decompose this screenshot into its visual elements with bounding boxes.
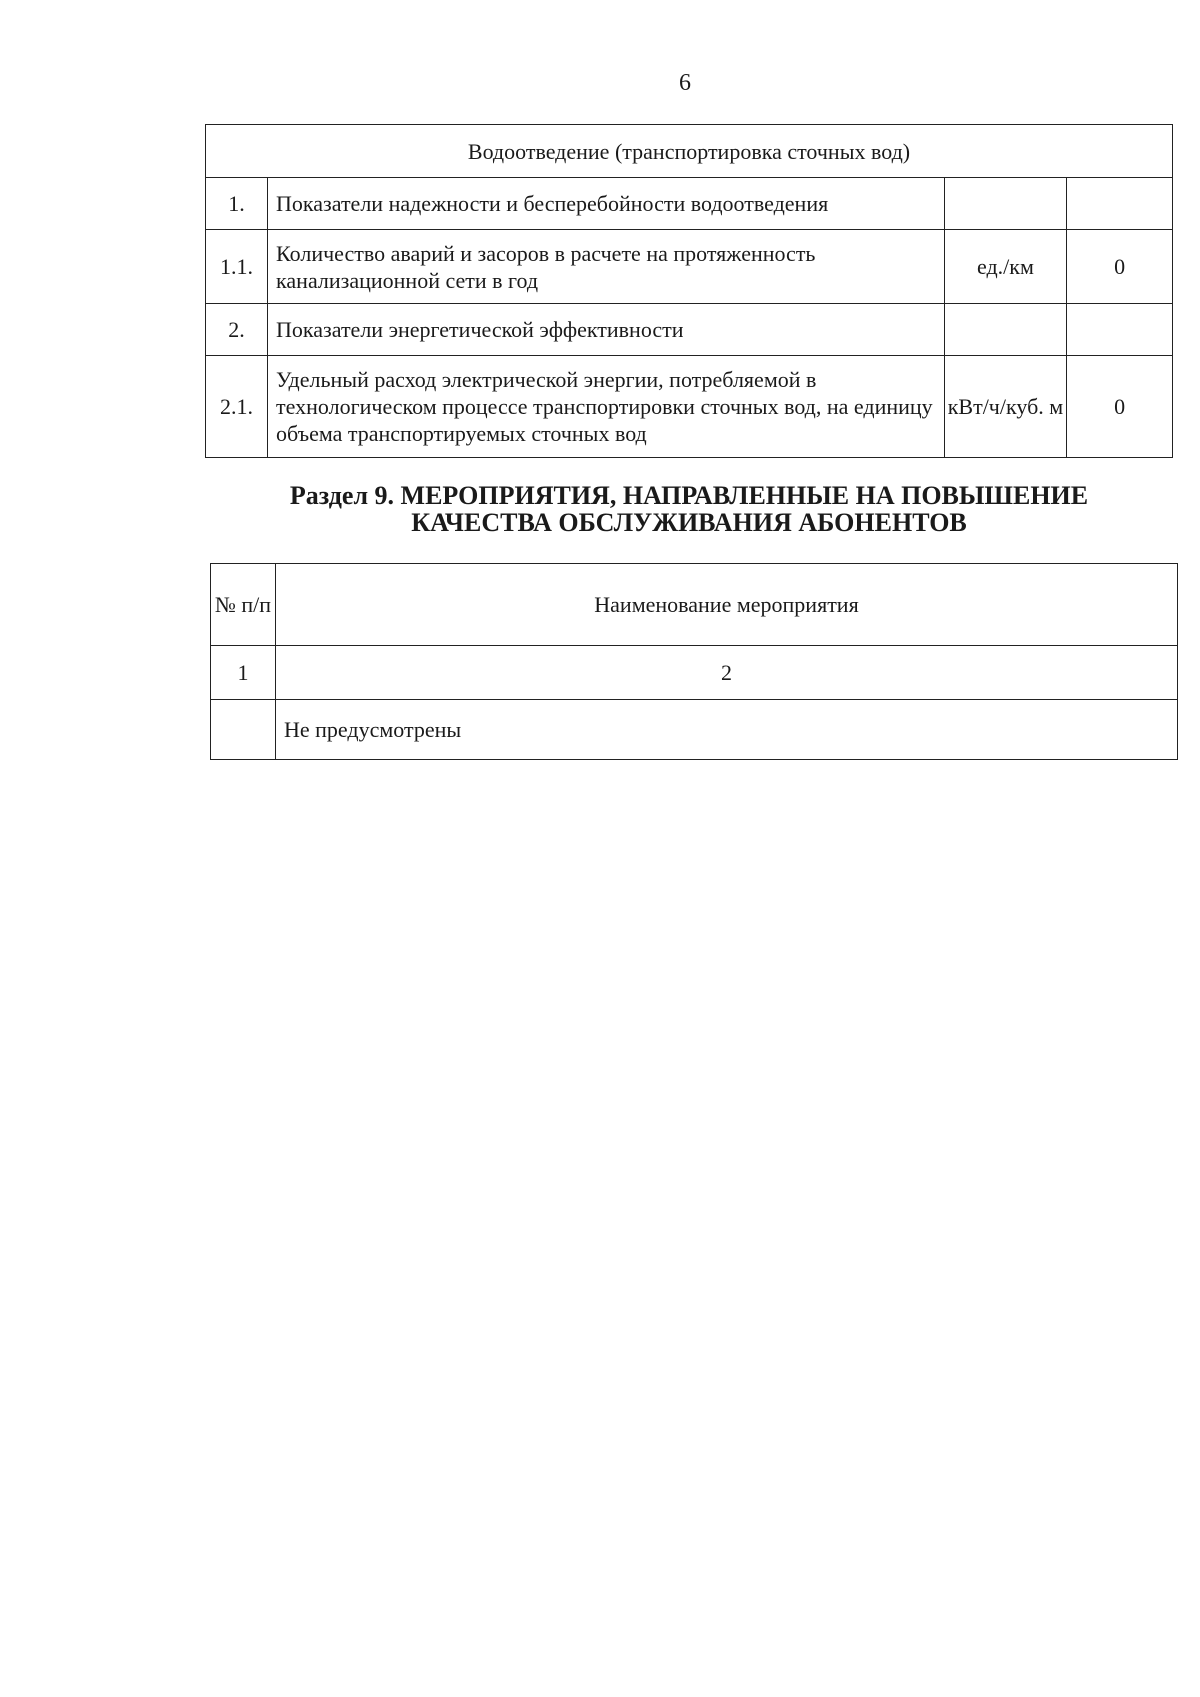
measures-table <box>210 563 1178 760</box>
row-number: 1. <box>206 178 268 230</box>
page-number: 6 <box>679 70 691 96</box>
row-value <box>1067 178 1173 230</box>
table-row <box>206 230 1173 304</box>
row-number: 2.1. <box>206 356 268 458</box>
column-numbering-row <box>211 646 1178 700</box>
row-value: 0 <box>1067 356 1173 458</box>
table-header-row <box>206 125 1173 178</box>
row-name: Количество аварий и засоров в расчете на протяженность канализационной сети в год <box>268 230 945 304</box>
column-header-name: Наименование мероприятия <box>276 564 1178 646</box>
table-row <box>206 178 1173 230</box>
section-title <box>205 482 1173 536</box>
column-number-1: 1 <box>211 646 276 700</box>
table-section-header: Водоотведение (транспортировка сточных вод) <box>206 125 1173 178</box>
row-name: Показатели надежности и бесперебойности водоотведения <box>268 178 945 230</box>
section-title-line-2: КАЧЕСТВА ОБСЛУЖИВАНИЯ АБОНЕНТОВ <box>411 508 967 537</box>
table-row <box>206 356 1173 458</box>
indicators-table <box>205 124 1173 458</box>
row-unit: ед./км <box>944 230 1066 304</box>
row-value <box>1067 304 1173 356</box>
table-header-row <box>211 564 1178 646</box>
row-number: 1.1. <box>206 230 268 304</box>
row-name: Удельный расход электрической энергии, потребляемой в технологическом процессе транспортировки сточных вод, на единицу объема транспортируемых сточных вод <box>268 356 945 458</box>
row-name: Не предусмотрены <box>276 700 1178 760</box>
table-row <box>206 304 1173 356</box>
row-number <box>211 700 276 760</box>
row-unit <box>944 304 1066 356</box>
row-value: 0 <box>1067 230 1173 304</box>
row-name: Показатели энергетической эффективности <box>268 304 945 356</box>
column-header-number: № п/п <box>211 564 276 646</box>
row-number: 2. <box>206 304 268 356</box>
table-row <box>211 700 1178 760</box>
row-unit: кВт/ч/куб. м <box>944 356 1066 458</box>
section-title-line-1: Раздел 9. МЕРОПРИЯТИЯ, НАПРАВЛЕННЫЕ НА ПОВЫШЕНИЕ <box>289 481 1089 510</box>
column-number-2: 2 <box>276 646 1178 700</box>
row-unit <box>944 178 1066 230</box>
